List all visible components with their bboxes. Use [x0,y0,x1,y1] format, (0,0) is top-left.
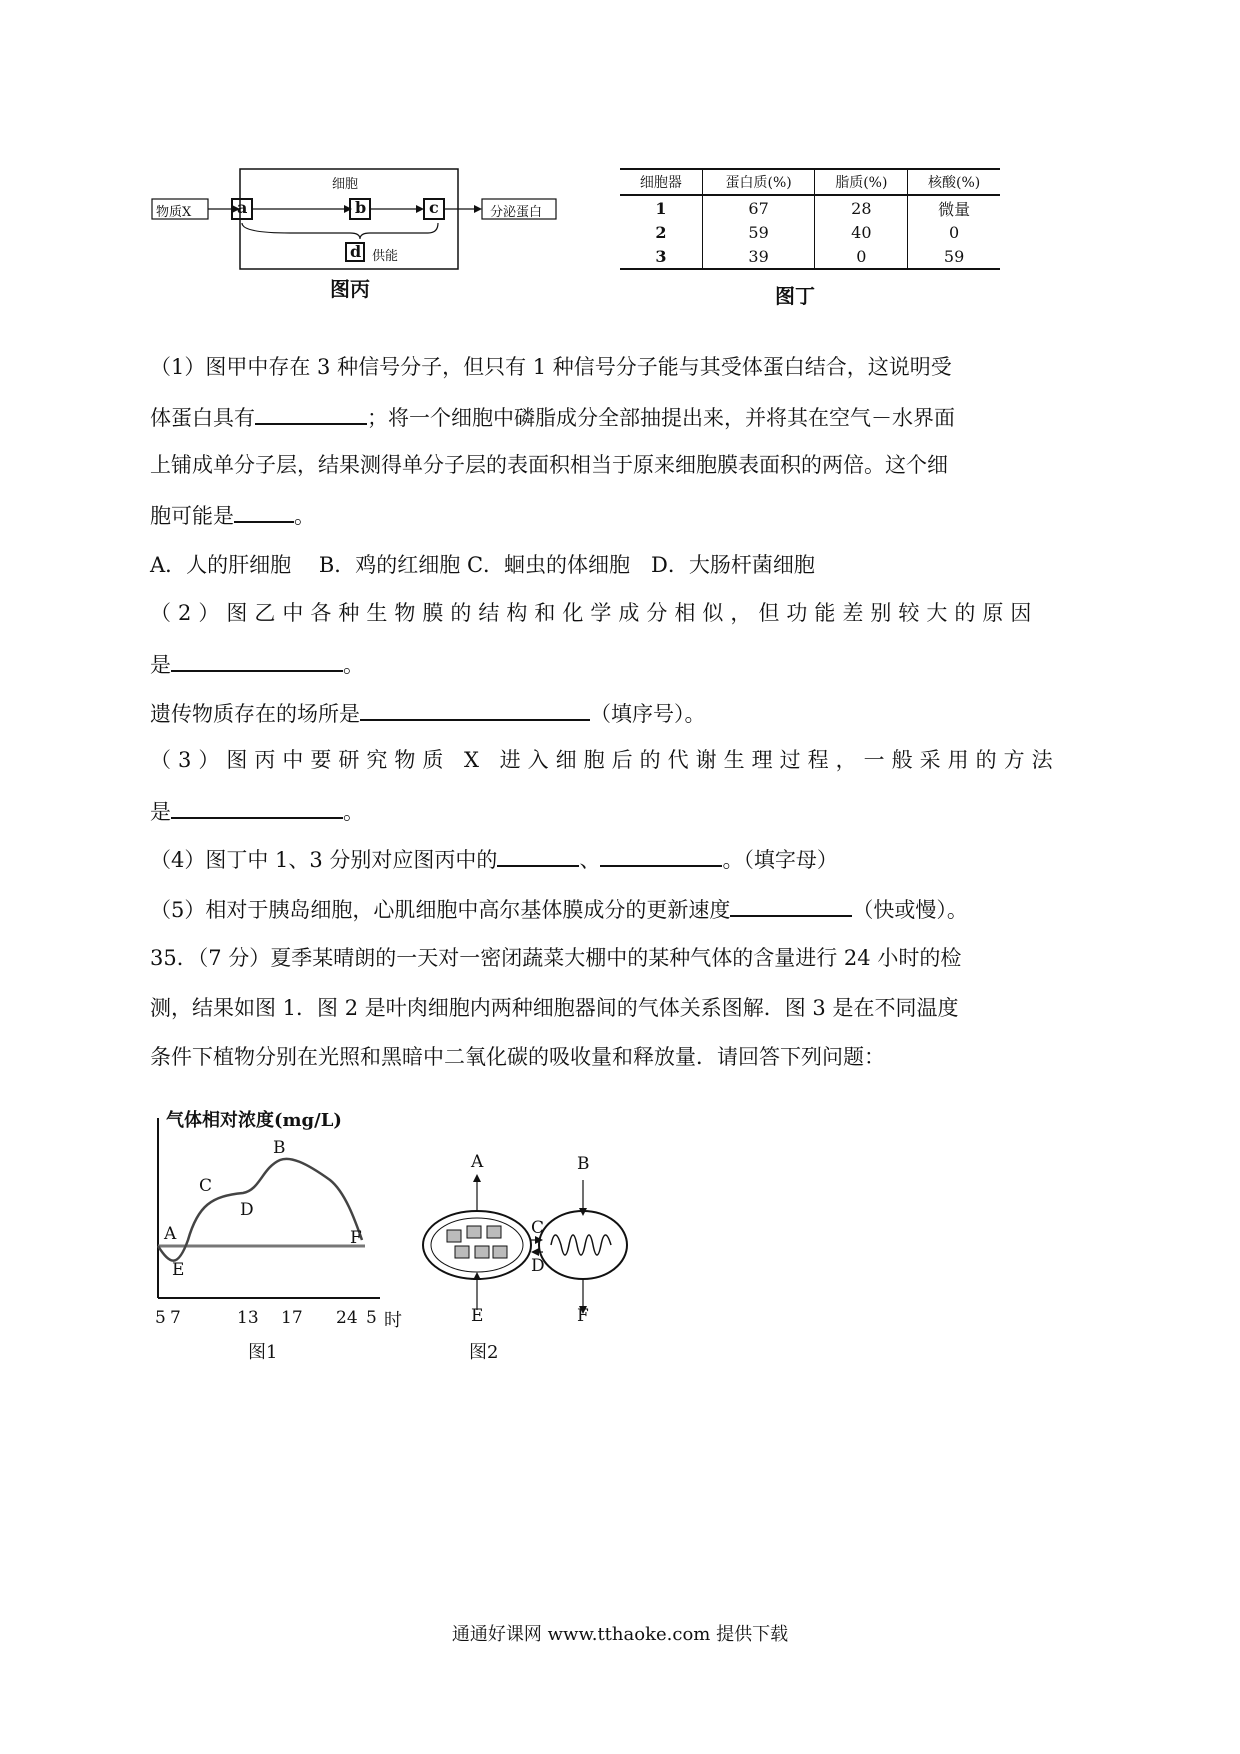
table-cell: 0 [908,220,1000,244]
point-label-c: C [199,1176,213,1196]
figure-ding-caption: 图丁 [775,284,815,308]
figure-2-organelle-diagram [415,1100,655,1330]
q3-line-2 [150,795,364,827]
table-header-row [620,169,1000,195]
x-tick-label: 5 [366,1308,377,1328]
q1-line-4 [150,499,315,531]
point-label-d: D [240,1200,254,1220]
secreted-protein-label: 分泌蛋白 [490,205,543,220]
input-substance-x-label: 物质X [156,205,192,220]
q1-line-3: 上铺成单分子层，结果测得单分子层的表面积相当于原来细胞膜表面积的两倍。这个细 [150,453,948,477]
q3-text: 。 [343,800,364,824]
q2-text: 遗传物质存在的场所是 [150,702,360,726]
figure-2-label-e: E [471,1306,484,1326]
node-b-label: b [355,198,367,217]
q1-text: ；将一个细胞中磷脂成分全部抽提出来，并将其在空气－水界面 [367,406,955,430]
q1-text: 体蛋白具有 [150,406,255,430]
q3-text: 是 [150,800,171,824]
x-tick-label: 17 [281,1308,303,1328]
figure-2-label-f: F [577,1306,589,1326]
point-label-e: E [172,1260,185,1280]
q4-text: 。（填字母） [722,848,838,872]
figure-bing-diagram [150,165,580,275]
q4-line [150,843,838,875]
table-header-cell: 细胞器 [620,169,702,195]
answer-blank-cell-type[interactable] [234,499,294,523]
q5-text: （5）相对于胰岛细胞，心肌细胞中高尔基体膜成分的更新速度 [150,898,731,922]
table-cell: 40 [815,220,908,244]
q5-line [150,893,968,925]
table-cell: 59 [702,220,815,244]
table-cell: 3 [620,244,702,269]
q1-text: 胞可能是 [150,504,234,528]
figure-2-label-a: A [471,1152,484,1172]
table-cell: 67 [702,195,815,220]
q35-line-3: 条件下植物分别在光照和黑暗中二氧化碳的吸收量和释放量．请回答下列问题： [150,1045,885,1069]
figure-bing-caption: 图丙 [330,277,370,301]
table-row [620,195,1000,220]
x-tick-label: 5 [155,1308,166,1328]
x-tick-label: 24 [336,1308,358,1328]
answer-blank-research-method[interactable] [171,795,343,819]
answer-blank-table-row-3[interactable] [600,843,722,867]
figure-2 [415,1100,655,1363]
cell-label: 细胞 [332,177,359,192]
q1-text: 。 [294,504,315,528]
figure-2-caption: 图2 [469,1342,499,1363]
answer-blank-receptor-property[interactable] [255,401,367,425]
answer-blank-genetic-material-site[interactable] [360,697,590,721]
table-header-cell: 核酸(%) [908,169,1000,195]
figure-1-ylabel: 气体相对浓度(mg/L) [166,1110,342,1131]
q35-line-1: 35．（7 分）夏季某晴朗的一天对一密闭蔬菜大棚中的某种气体的含量进行 24 小时的检 [150,946,962,970]
node-a-label: a [237,198,248,217]
q2-text: 。 [343,653,364,677]
page-footer: 通通好课网 www.tthaoke.com 提供下载 [451,1624,789,1645]
figure-2-label-b: B [577,1154,590,1174]
table-cell: 2 [655,222,667,242]
point-label-f: F [350,1228,362,1248]
table-row [620,220,1000,244]
answer-blank-function-difference[interactable] [171,648,343,672]
point-label-b: B [273,1138,286,1158]
q4-text: （4）图丁中 1、3 分别对应图丙中的 [150,848,498,872]
x-tick-label: 7 [170,1308,181,1328]
table-cell: 39 [702,244,815,269]
q5-text: （快或慢）。 [852,898,968,922]
x-axis-unit-label: 时 [384,1310,402,1331]
q4-text: 、 [579,848,601,872]
q35-line-2: 测，结果如图 1．图 2 是叶肉细胞内两种细胞器间的气体关系图解．图 3 是在不同温度 [150,996,959,1020]
table-header-cell: 脂质(%) [815,169,908,195]
q2-line-3 [150,697,706,729]
q1-options: A．人的肝细胞 B．鸡的红细胞 C．蛔虫的体细胞 D．大肠杆菌细胞 [150,553,815,577]
figure-1 [140,1100,420,1363]
figure-bing [150,165,580,305]
point-label-a: A [164,1224,177,1244]
q2-line-1: （2）图乙中各种生物膜的结构和化学成分相似，但功能差别较大的原因 [150,601,1039,625]
q2-text: 是 [150,653,171,677]
answer-blank-table-row-1[interactable] [497,843,579,867]
node-c-label: c [429,198,439,217]
table-cell: 0 [815,244,908,269]
q2-line-2 [150,648,364,680]
table-header-cell: 蛋白质(%) [702,169,815,195]
q2-text: （填序号）。 [590,702,706,726]
organelle-composition-table [620,168,1000,270]
node-d-label: d [350,242,362,261]
x-tick-label: 13 [237,1308,259,1328]
table-row [620,244,1000,269]
figure-ding [620,168,1000,308]
q3-line-1: （3）图丙中要研究物质 X 进入细胞后的代谢生理过程，一般采用的方法 [150,748,1060,772]
table-cell: 28 [815,195,908,220]
figure-2-label-c: C [531,1218,545,1238]
table-cell: 微量 [908,195,1000,220]
table-cell: 59 [908,244,1000,269]
q1-line-1: （1）图甲中存在 3 种信号分子，但只有 1 种信号分子能与其受体蛋白结合，这说明受 [150,355,952,379]
table-cell: 1 [655,198,667,218]
figure-1-caption: 图1 [248,1342,278,1363]
q1-line-2 [150,401,955,433]
energy-supply-label: 供能 [372,249,399,264]
answer-blank-update-speed[interactable] [730,893,852,917]
figure-2-label-d: D [531,1256,545,1276]
